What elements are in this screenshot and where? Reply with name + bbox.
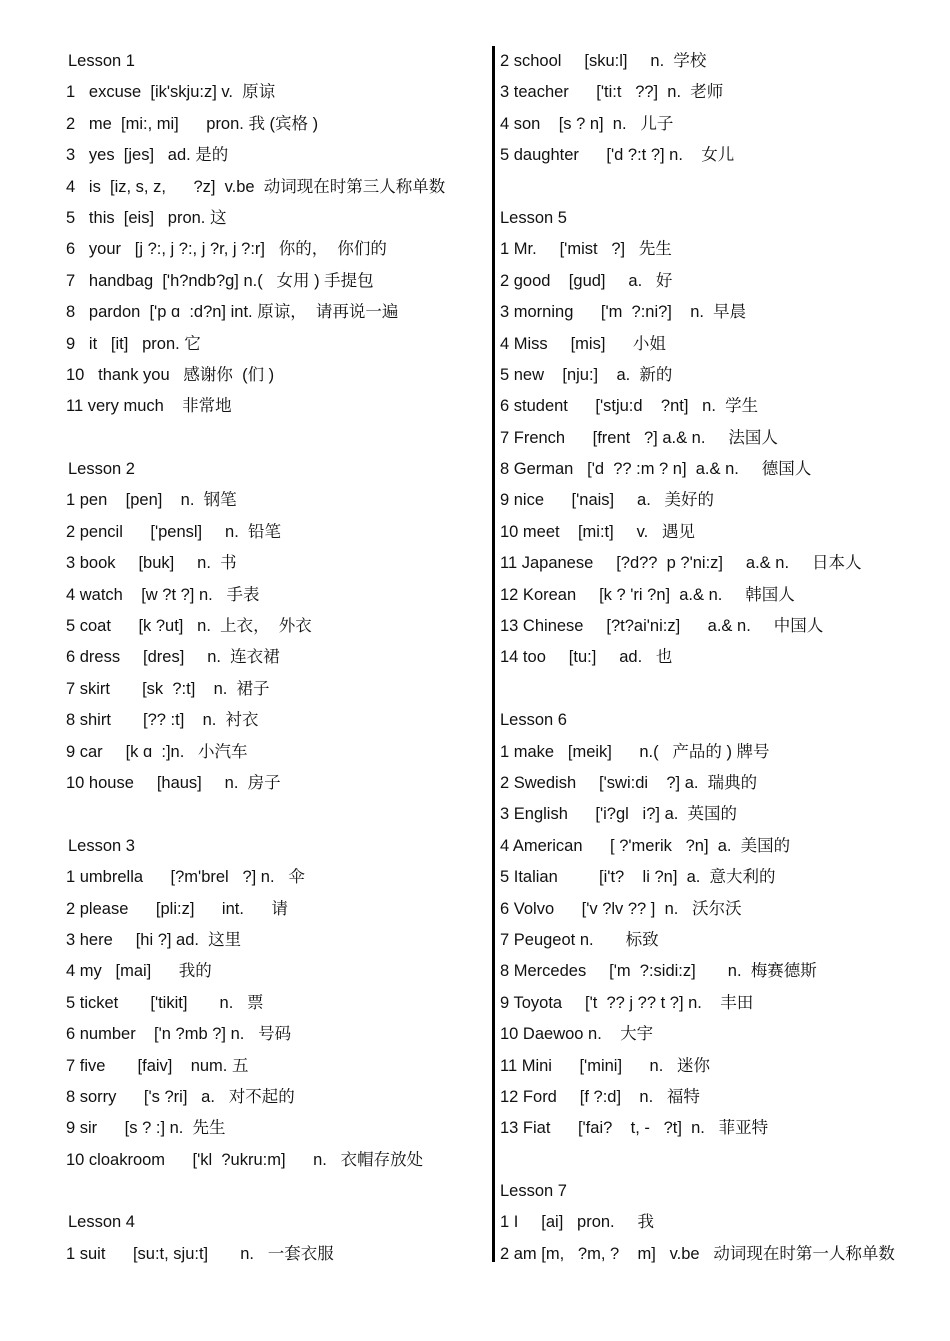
vocab-entry: 3 here [hi ?] ad. 这里 xyxy=(66,930,242,949)
spacer xyxy=(500,172,940,203)
vocab-entry: 1 I [ai] pron. 我 xyxy=(500,1213,655,1232)
vocab-entry: 2 am [m, ?m, ? m] v.be 动词现在时第一人称单数 xyxy=(500,1244,895,1263)
spacer xyxy=(500,674,940,705)
vocab-entry: 1 umbrella [?m'brel ?] n. 伞 xyxy=(66,868,305,887)
vocab-entry: 7 French [frent ?] a.& n. 法国人 xyxy=(500,428,778,447)
vocab-entry: 5 ticket ['tikit] n. 票 xyxy=(66,993,264,1012)
vocab-entry: 4 son [s ? n] n. 儿子 xyxy=(500,114,674,133)
vocab-entry: 3 morning ['m ?:ni?] n. 早晨 xyxy=(500,303,747,322)
lesson-3-heading: Lesson 3 xyxy=(68,836,135,855)
vocab-entry: 1 make [meik] n.( 产品的 ) 牌号 xyxy=(500,742,770,761)
vocab-entry: 11 Japanese [?d?? p ?'ni:z] a.& n. 日本人 xyxy=(500,554,862,573)
lesson-4-heading: Lesson 4 xyxy=(68,1213,135,1232)
vocab-entry: 4 is [iz, s, z, ?z] v.be 动词现在时第三人称单数 xyxy=(66,177,446,196)
vocab-entry: 1 pen [pen] n. 钢笔 xyxy=(66,491,237,510)
vocab-entry: 7 five [faiv] num. 五 xyxy=(66,1056,249,1075)
lesson-5-heading: Lesson 5 xyxy=(500,208,567,227)
vocab-entry: 3 yes [jes] ad. 是的 xyxy=(66,146,229,165)
vocab-entry: 2 me [mi:, mi] pron. 我 (宾格 ) xyxy=(66,114,319,133)
vocab-entry: 7 handbag ['h?ndb?g] n.( 女用 ) 手提包 xyxy=(66,271,374,290)
lesson-6-heading: Lesson 6 xyxy=(500,711,567,730)
vocab-entry: 4 watch [w ?t ?] n. 手表 xyxy=(66,585,260,604)
spacer xyxy=(500,1145,940,1176)
vocab-entry: 5 Italian [i't? li ?n] a. 意大利的 xyxy=(500,868,776,887)
vocab-entry: 8 Mercedes ['m ?:sidi:z] n. 梅赛德斯 xyxy=(500,962,817,981)
vocab-entry: 3 book [buk] n. 书 xyxy=(66,554,237,573)
left-column xyxy=(66,46,486,1270)
vocab-entry: 5 daughter ['d ?:t ?] n. 女儿 xyxy=(500,146,735,165)
vocab-entry: 3 teacher ['ti:t ??] n. 老师 xyxy=(500,83,724,102)
lesson-7-heading: Lesson 7 xyxy=(500,1182,567,1201)
vocab-entry: 7 skirt [sk ?:t] n. 裙子 xyxy=(66,679,270,698)
vocab-entry: 12 Ford [f ?:d] n. 福特 xyxy=(500,1087,700,1106)
vocab-entry: 9 car [k ɑ :]n. 小汽车 xyxy=(66,742,248,761)
vocab-entry: 6 student ['stju:d ?nt] n. 学生 xyxy=(500,397,759,416)
vocab-entry: 5 coat [k ?ut] n. 上衣， 外衣 xyxy=(66,617,312,636)
vocab-entry: 10 thank you 感谢你 (们 ) xyxy=(66,365,275,384)
vocab-entry: 8 German ['d ?? :m ? n] a.& n. 德国人 xyxy=(500,460,812,479)
vocab-entry: 2 Swedish ['swi:di ?] a. 瑞典的 xyxy=(500,773,758,792)
vocab-entry: 6 Volvo ['v ?lv ?? ] n. 沃尔沃 xyxy=(500,899,742,918)
vocab-entry: 8 shirt [?? :t] n. 衬衣 xyxy=(66,711,259,730)
vocab-entry: 3 English ['i?gl i?] a. 英国的 xyxy=(500,805,737,824)
vocab-entry: 9 it [it] pron. 它 xyxy=(66,334,201,353)
vocab-entry: 5 this [eis] pron. 这 xyxy=(66,208,227,227)
vocab-entry: 2 pencil ['pensl] n. 铅笔 xyxy=(66,522,281,541)
vocab-entry: 10 Daewoo n. 大宇 xyxy=(500,1025,654,1044)
vocab-entry: 1 Mr. ['mist ?] 先生 xyxy=(500,240,672,259)
vocab-entry: 1 suit [su:t, sju:t] n. 一套衣服 xyxy=(66,1244,334,1263)
vocab-entry: 6 number ['n ?mb ?] n. 号码 xyxy=(66,1025,292,1044)
vocab-entry: 8 sorry ['s ?ri] a. 对不起的 xyxy=(66,1087,295,1106)
vocab-entry: 4 Miss [mis] 小姐 xyxy=(500,334,666,353)
spacer xyxy=(66,423,486,454)
vocab-entry: 8 pardon ['p ɑ :d?n] int. 原谅， 请再说一遍 xyxy=(66,303,399,322)
vocab-entry: 7 Peugeot n. 标致 xyxy=(500,930,659,949)
column-divider xyxy=(492,46,495,1262)
vocab-entry: 13 Chinese [?t?ai'ni:z] a.& n. 中国人 xyxy=(500,617,824,636)
vocab-entry: 2 school [sku:l] n. 学校 xyxy=(500,52,707,70)
lesson-1-heading: Lesson 1 xyxy=(68,52,135,70)
vocab-entry: 14 too [tu:] ad. 也 xyxy=(500,648,673,667)
vocab-entry: 5 new [nju:] a. 新的 xyxy=(500,365,673,384)
vocab-entry: 2 please [pli:z] int. 请 xyxy=(66,899,288,918)
spacer xyxy=(66,799,486,830)
vocab-entry: 10 cloakroom ['kl ?ukru:m] n. 衣帽存放处 xyxy=(66,1150,424,1169)
vocab-entry: 10 house [haus] n. 房子 xyxy=(66,773,281,792)
vocab-entry: 6 your [j ?:, j ?:, j ?r, j ?:r] 你的， 你们的 xyxy=(66,240,387,259)
right-column xyxy=(500,46,940,1270)
vocab-entry: 13 Fiat ['fai? t, - ?t] n. 菲亚特 xyxy=(500,1119,769,1138)
vocab-entry: 9 sir [s ? :] n. 先生 xyxy=(66,1119,226,1138)
spacer xyxy=(66,1176,486,1207)
vocab-entry: 11 Mini ['mini] n. 迷你 xyxy=(500,1056,711,1075)
vocab-entry: 4 my [mai] 我的 xyxy=(66,962,212,981)
vocab-entry: 12 Korean [k ? 'ri ?n] a.& n. 韩国人 xyxy=(500,585,795,604)
vocab-entry: 6 dress [dres] n. 连衣裙 xyxy=(66,648,280,667)
vocab-entry: 2 good [gud] a. 好 xyxy=(500,271,673,290)
vocab-entry: 10 meet [mi:t] v. 遇见 xyxy=(500,522,695,541)
vocab-entry: 9 Toyota ['t ?? j ?? t ?] n. 丰田 xyxy=(500,993,754,1012)
vocab-entry: 9 nice ['nais] a. 美好的 xyxy=(500,491,715,510)
lesson-2-heading: Lesson 2 xyxy=(68,460,135,479)
vocab-entry: 1 excuse [ik'skju:z] v. 原谅 xyxy=(66,83,276,102)
vocab-entry: 11 very much 非常地 xyxy=(66,397,232,416)
vocab-entry: 4 American [ ?'merik ?n] a. 美国的 xyxy=(500,836,791,855)
